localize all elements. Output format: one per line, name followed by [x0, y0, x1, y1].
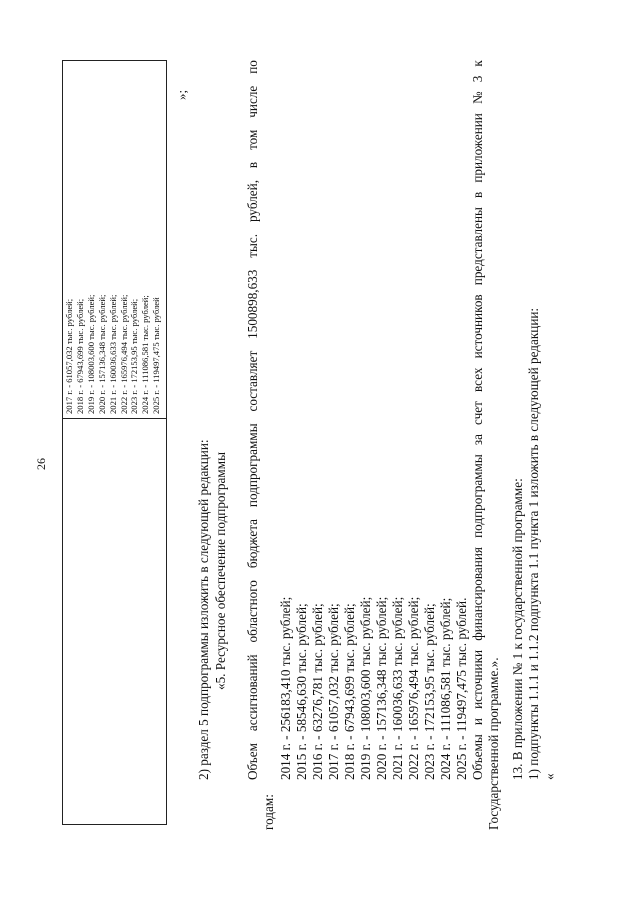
- word: источников: [470, 294, 485, 359]
- word: и: [470, 718, 485, 726]
- table-line: 2024 г. - 111086,581 тыс. рублей;: [140, 295, 151, 414]
- word: числе: [245, 85, 260, 118]
- year-line: 2023 г. - 172153,95 тыс. рублей;: [422, 603, 437, 780]
- word: представлены: [470, 207, 485, 286]
- year-line: 2017 г. - 61057,032 тыс. рублей;: [326, 603, 341, 780]
- word: тыс.: [245, 233, 260, 258]
- year-line: 2025 г. - 119497,475 тыс. рублей.: [454, 597, 469, 780]
- word: рублей,: [245, 179, 260, 222]
- year-line: 2016 г. - 63276,781 тыс. рублей;: [310, 603, 325, 780]
- table-line: 2017 г. - 61057,032 тыс. рублей;: [64, 298, 74, 414]
- year-line: 2024 г. - 111086,581 тыс. рублей;: [438, 597, 453, 780]
- word: к: [470, 60, 485, 67]
- year-line: 2018 г. - 67943,699 тыс. рублей;: [342, 603, 357, 780]
- funding-line-1: [470, 60, 486, 780]
- paragraph-2: 2) раздел 5 подпрограммы изложить в следующей редакции:: [196, 439, 211, 780]
- word: за: [470, 434, 485, 446]
- year-line: 2020 г. - 157136,348 тыс. рублей;: [374, 596, 389, 780]
- word: областного: [245, 580, 260, 643]
- word: в: [470, 191, 485, 199]
- body-line-1: [245, 60, 261, 780]
- year-line: 2019 г. - 108003,600 тыс. рублей;: [358, 596, 373, 780]
- item-13: 13. В приложении № 1 к государственной программе:: [510, 478, 525, 780]
- table-line: 2025 г. - 119497,475 тыс. рублей: [151, 297, 162, 414]
- word: приложении: [470, 113, 485, 183]
- table-line: 2022 г. - 165976,494 тыс. рублей;: [118, 294, 129, 414]
- word: счет: [470, 401, 485, 425]
- body-line-2: годам:: [261, 794, 276, 830]
- table-line: 2021 г. - 160036,633 тыс. рублей;: [107, 294, 118, 414]
- continuation-table: [62, 60, 167, 825]
- table-line: 2019 г. - 108003,600 тыс. рублей;: [85, 294, 96, 414]
- open-quote: «: [542, 773, 557, 780]
- table-line: 2020 г. - 157136,348 тыс. рублей;: [96, 294, 107, 414]
- word: 3: [470, 75, 485, 83]
- year-line: 2021 г. - 160036,633 тыс. рублей;: [390, 596, 405, 780]
- word: подпрограммы: [470, 454, 485, 538]
- table-line: 2023 г. - 172153,95 тыс. рублей;: [129, 298, 140, 414]
- word: финансирования: [470, 547, 485, 641]
- word: составляет: [245, 350, 260, 412]
- funding-line-2: Государственной программе.».: [486, 657, 501, 830]
- table-closing-quote: »;: [174, 89, 189, 100]
- word: Объемы: [470, 734, 485, 780]
- year-line: 2015 г. - 58546,630 тыс. рублей;: [294, 603, 309, 780]
- word: по: [245, 60, 260, 74]
- table-line: 2018 г. - 67943,699 тыс. рублей;: [74, 298, 85, 414]
- word: источники: [470, 649, 485, 709]
- word: ассигнований: [245, 654, 260, 732]
- table-column-divider: [63, 418, 166, 419]
- page-number: 26: [34, 458, 48, 470]
- year-line: 2014 г. - 256183,410 тыс. рублей;: [278, 596, 293, 780]
- word: Объем: [245, 743, 260, 780]
- word: подпрограммы: [245, 423, 260, 508]
- year-line: 2022 г. - 165976,494 тыс. рублей;: [406, 596, 421, 780]
- word: в: [245, 161, 260, 169]
- word: №: [470, 91, 485, 104]
- word: том: [245, 129, 260, 150]
- word: всех: [470, 367, 485, 392]
- word: бюджета: [245, 519, 260, 569]
- word: 1500898,633: [245, 269, 260, 339]
- table-cell-funding: [64, 64, 162, 414]
- item-1: 1) подпункты 1.1.1 и 1.1.2 подпункта 1.1 пункта 1 изложить в следующей редакции:: [526, 307, 541, 780]
- section-title: «5. Ресурсное обеспечение подпрограммы: [213, 452, 228, 690]
